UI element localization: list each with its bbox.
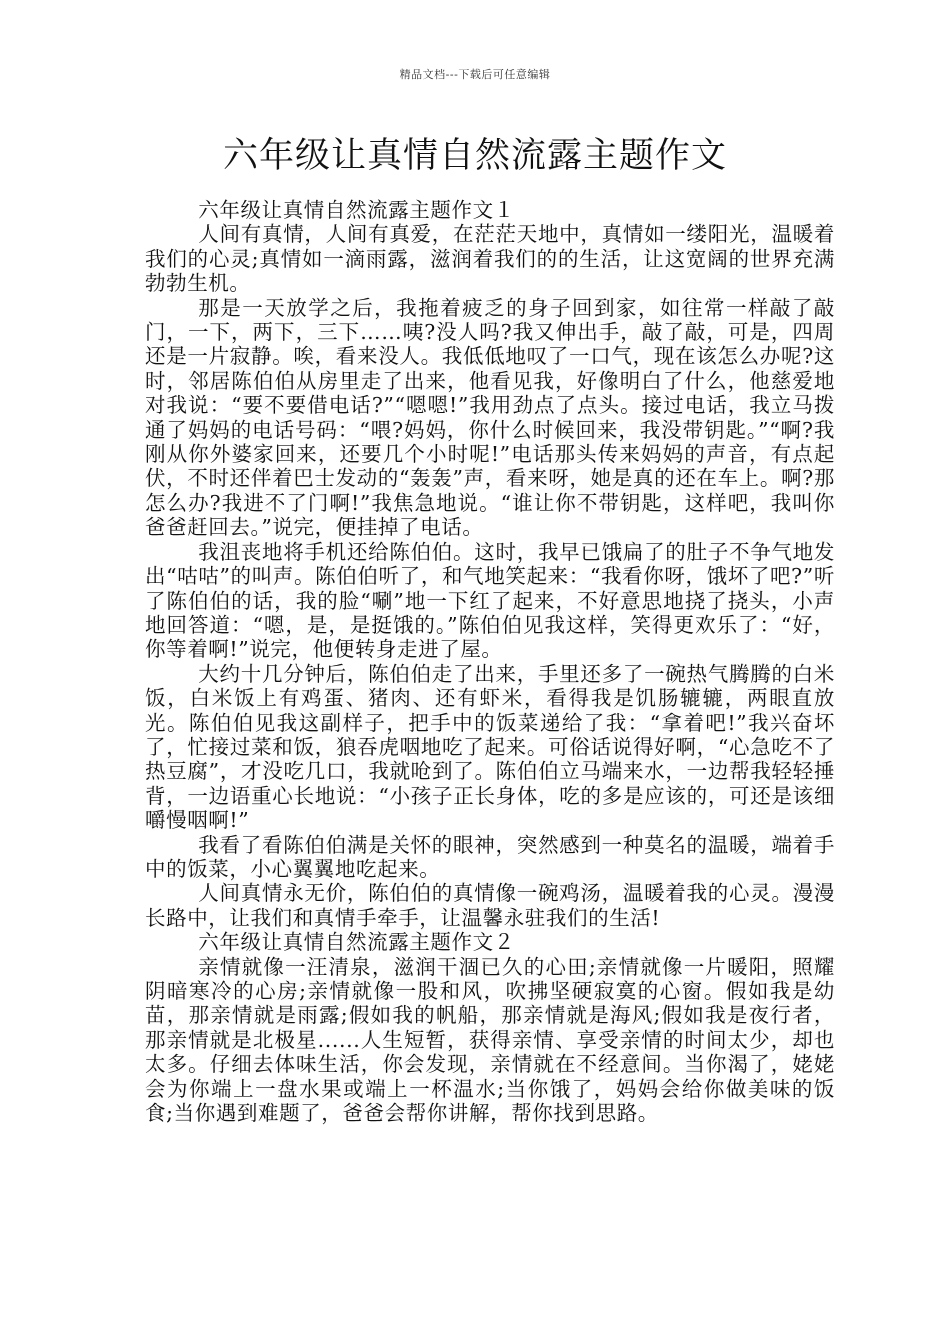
paragraph: 人间有真情，人间有真爱，在茫茫天地中，真情如一缕阳光，温暖着我们的心灵;真情如一滴雨露，滋润着我们的的生活，让这宽阔的世界充满勃勃生机。 <box>145 222 835 296</box>
paragraph: 我沮丧地将手机还给陈伯伯。这时，我早已饿扁了的肚子不争气地发出“咕咕”的叫声。陈伯伯听了，和气地笑起来：“我看你呀，饿坏了吧?”听了陈伯伯的话，我的脸“唰”地一下红了起来，不好意思地挠了挠头，小声地回答道：“嗯，是，是挺饿的。”陈伯伯见我这样，笑得更欢乐了：“好，你等着啊!”说完，他便转身走进了屋。 <box>145 539 835 662</box>
section-heading-1: 六年级让真情自然流露主题作文１ <box>198 198 515 222</box>
page-title: 六年级让真情自然流露主题作文 <box>222 136 727 176</box>
paragraph: 大约十几分钟后，陈伯伯走了出来，手里还多了一碗热气腾腾的白米饭，白米饭上有鸡蛋、猪肉、还有虾米，看得我是饥肠辘辘，两眼直放光。陈伯伯见我这副样子，把手中的饭菜递给了我：“拿着吧!”我兴奋坏了，忙接过菜和饭，狼吞虎咽地吃了起来。可俗话说得好啊，“心急吃不了热豆腐”，才没吃几口，我就呛到了。陈伯伯立马端来水，一边帮我轻轻捶背，一边语重心长地说：“小孩子正长身体，吃的多是应该的，可还是该细嚼慢咽啊!” <box>145 661 835 833</box>
paragraph: 那是一天放学之后，我拖着疲乏的身子回到家，如往常一样敲了敲门，一下，两下，三下……咦?没人吗?我又伸出手，敲了敲，可是，四周还是一片寂静。唉，看来没人。我低低地叹了一口气，现在该怎么办呢?这时，邻居陈伯伯从房里走了出来，他看见我，好像明白了什么，他慈爱地对我说：“要不要借电话?”“嗯嗯!”我用劲点了点头。接过电话，我立马拨通了妈妈的电话号码：“喂?妈妈，你什么时候回来，我没带钥匙。”“啊?我刚从你外婆家回来，还要几个小时呢!”电话那头传来妈妈的声音，有点起伏，不时还伴着巴士发动的“轰轰”声，看来呀，她是真的还在车上。啊?那怎么办?我进不了门啊!”我焦急地说。“谁让你不带钥匙，这样吧，我叫你爸爸赶回去。”说完，便挂掉了电话。 <box>145 295 835 540</box>
article-body <box>145 198 835 1125</box>
paragraph: 我看了看陈伯伯满是关怀的眼神，突然感到一种莫名的温暖，端着手中的饭菜，小心翼翼地吃起来。 <box>145 832 835 881</box>
header-note: 精品文档---下载后可任意编辑 <box>399 68 551 81</box>
paragraph: 人间真情永无价，陈伯伯的真情像一碗鸡汤，温暖着我的心灵。漫漫长路中，让我们和真情手牵手，让温馨永驻我们的生活! <box>145 881 835 930</box>
paragraph: 亲情就像一汪清泉，滋润干涸已久的心田;亲情就像一片暖阳，照耀阴暗寒冷的心房;亲情就像一股和风，吹拂坚硬寂寞的心窗。假如我是幼苗，那亲情就是雨露;假如我的帆船，那亲情就是海风;假如我是夜行者，那亲情就是北极星......人生短暂，获得亲情、享受亲情的时间太少，却也太多。仔细去体味生活，你会发现，亲情就在不经意间。当你渴了，姥姥会为你端上一盘水果或端上一杯温水;当你饿了，妈妈会给你做美味的饭食;当你遇到难题了，爸爸会帮你讲解，帮你找到思路。 <box>145 954 835 1126</box>
section-heading-2: 六年级让真情自然流露主题作文２ <box>198 930 515 955</box>
